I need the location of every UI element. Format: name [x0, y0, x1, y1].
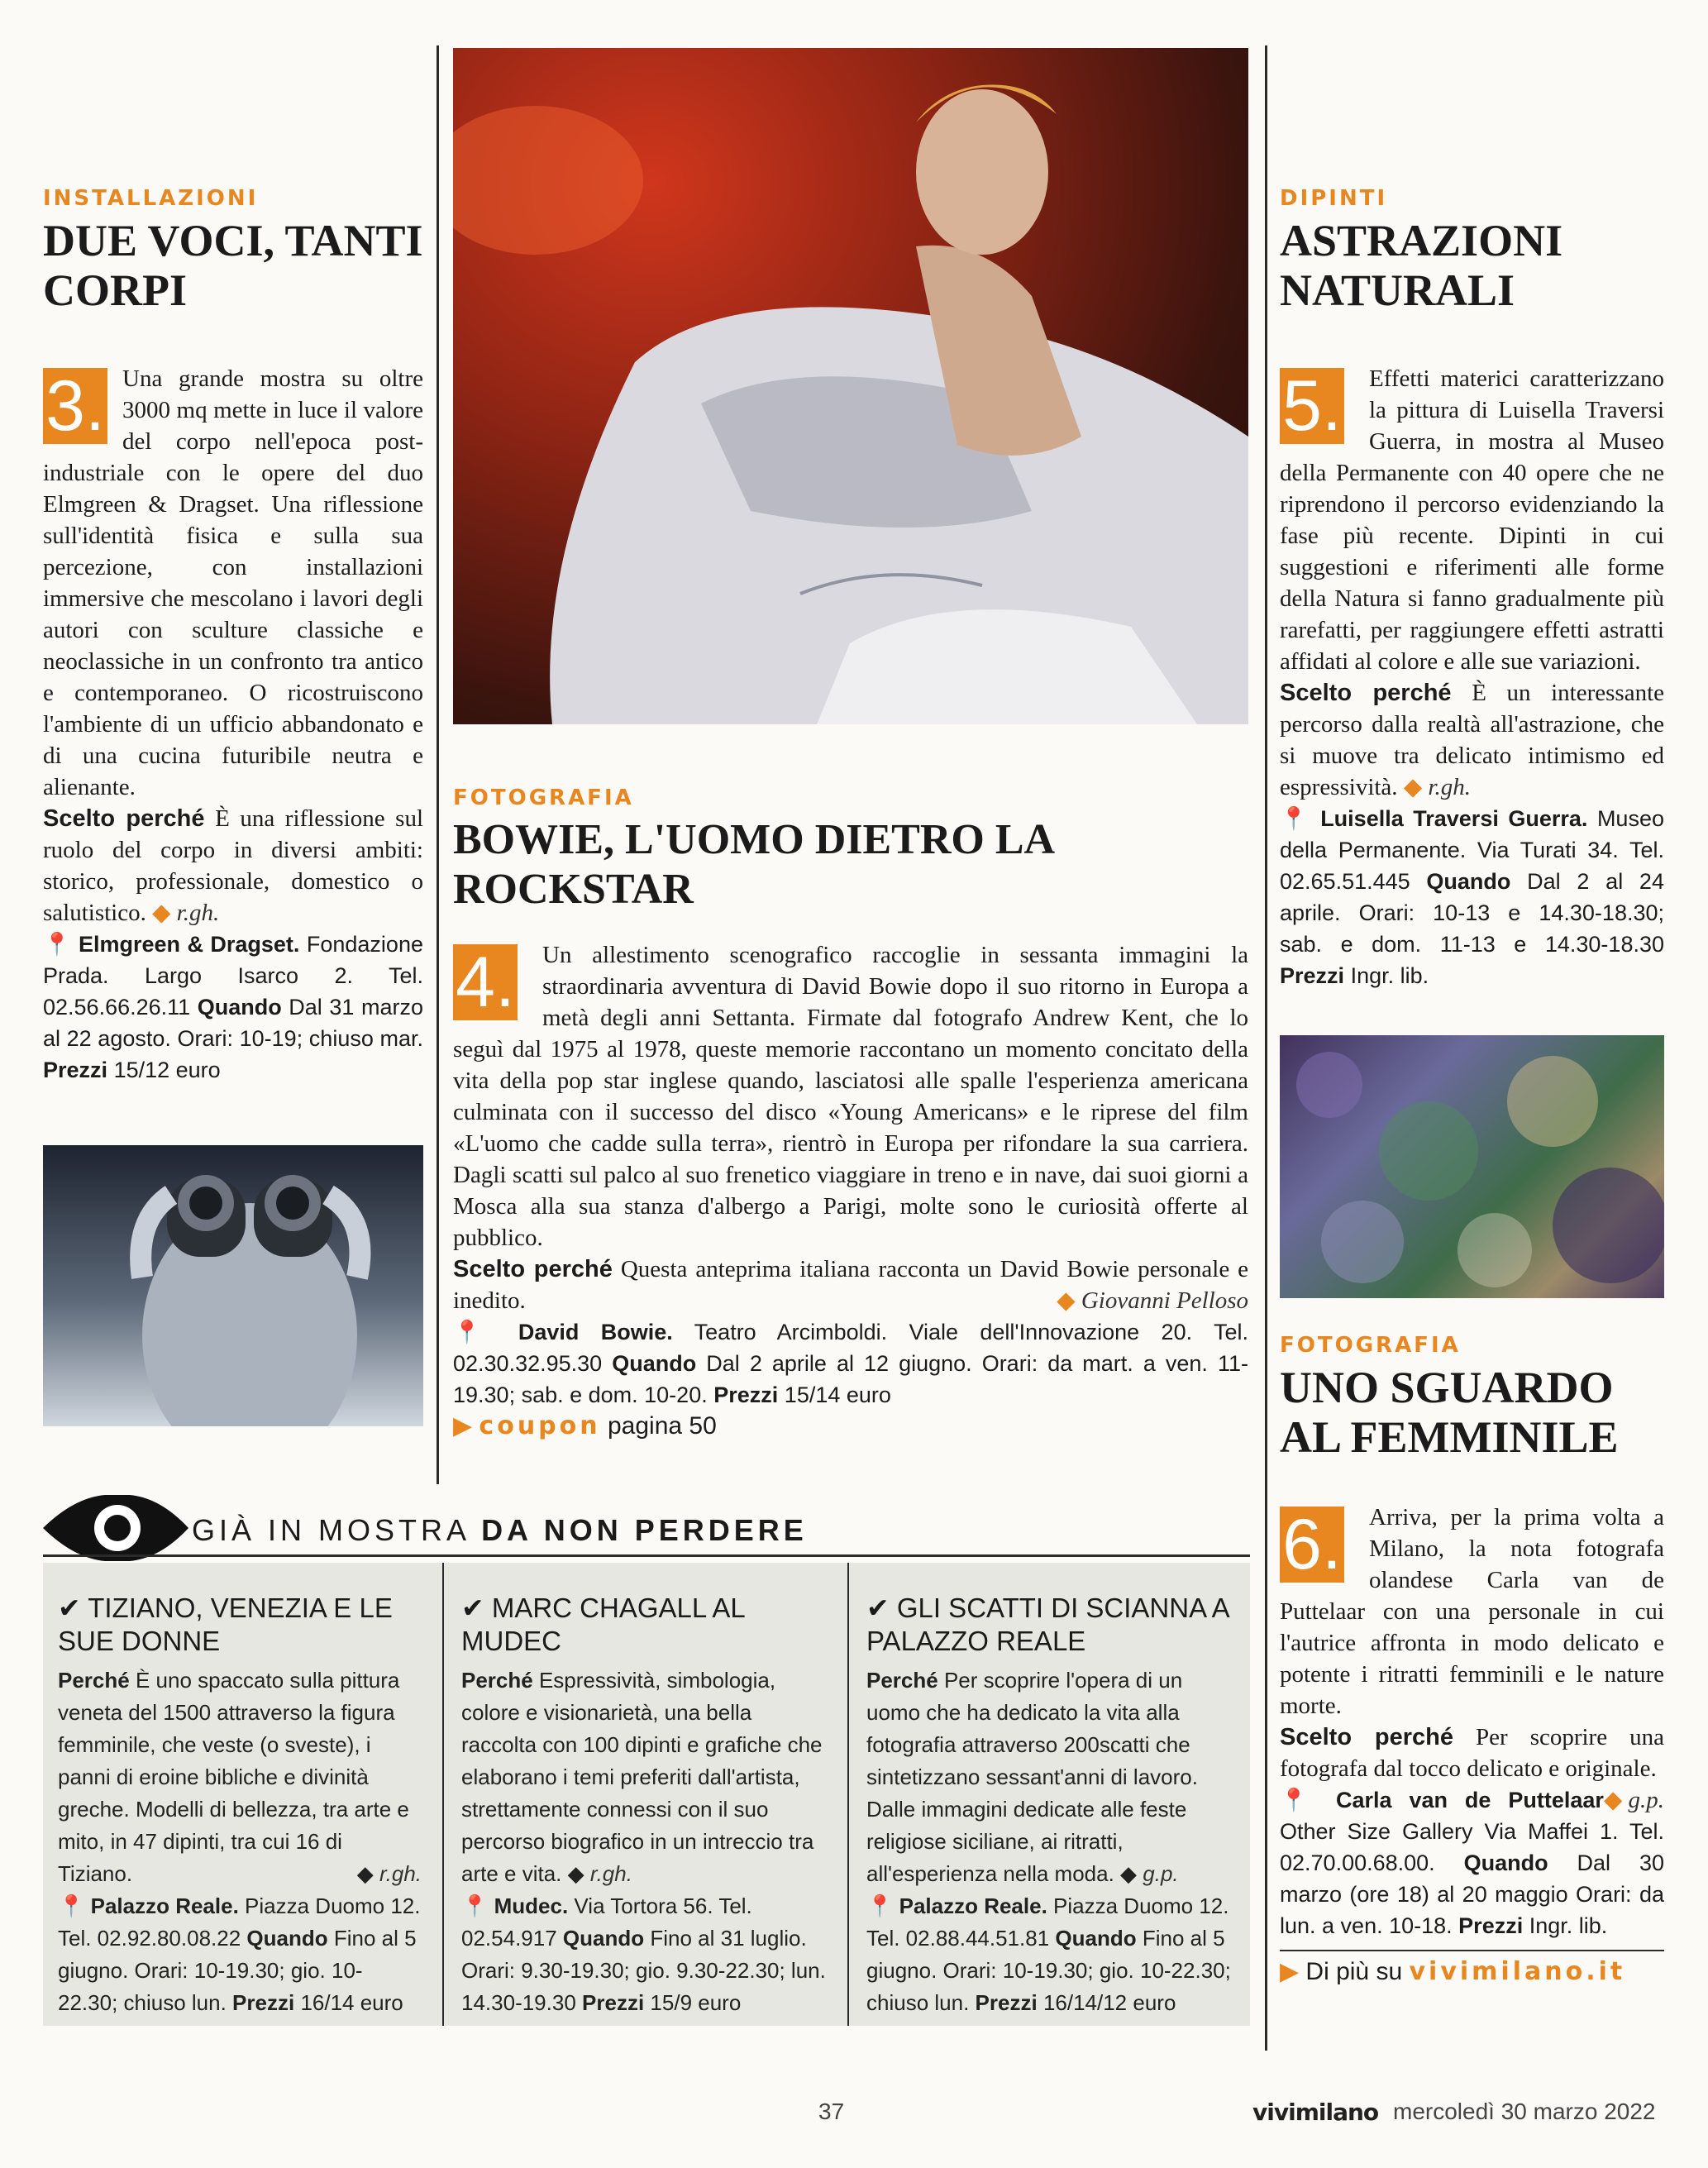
- coupon-link[interactable]: ▶ coupon pagina 50: [453, 1411, 717, 1440]
- signature: ◆ g.p.: [1603, 1787, 1664, 1813]
- abstract-painting: [1280, 1035, 1664, 1298]
- signature: ◆ r.gh.: [567, 1861, 632, 1886]
- article-number: 5.: [1280, 368, 1344, 444]
- article-title: BOWIE, L'UOMO DIETRO LA ROCKSTAR: [453, 816, 1053, 913]
- scelto-perche: Scelto perché È una riflessione sul ruolo del corpo in diversi ambiti: storico, professionale, domestico o salutistico. ◆ r.gh.: [43, 805, 424, 926]
- venue-info: 📍 Carla van de Puttelaar Other Size Gallery Via Maffei 1. Tel. 02.70.00.68.00. Quando Dal 30 marzo (ore 18) al 20 maggio Orari: da lun. a ven. 10-18. Prezzi Ingr. lib.: [1280, 1788, 1664, 1938]
- banner-rule: [43, 1554, 1250, 1557]
- article-body: 5. Effetti materici caratterizzano la pittura di Luisella Traversi Guerra, in mostra al Museo della Permanente con 40 opere che ne riprendono il percorso evidenziando la fase più recente. Dipinti in cui suggestioni e riferimenti alle forme della Natura si fanno gradualmente più rarefatti, per raggiungere effetti astratti affidati al colore e alle sue variazioni.: [1280, 365, 1664, 675]
- article-title: UNO SGUARDO AL FEMMINILE: [1280, 1363, 1619, 1462]
- signature: ◆ r.gh.: [356, 1861, 422, 1886]
- signature: ◆ g.p.: [1120, 1861, 1179, 1886]
- location-pin-icon: 📍: [461, 1893, 489, 1918]
- brand-logo: vivimilano: [1252, 2099, 1379, 2126]
- binoculars-photo: [43, 1145, 423, 1426]
- column-divider-right: [1265, 45, 1267, 2051]
- article-5: [1280, 186, 1664, 991]
- signature: ◆ r.gh.: [1403, 774, 1471, 800]
- banner-divider-2: [847, 1563, 849, 2026]
- painting-texture: [1280, 1035, 1664, 1298]
- location-pin-icon: 📍: [866, 1893, 894, 1918]
- eye-icon: [43, 1495, 117, 1561]
- check-icon: ✔: [866, 1593, 890, 1623]
- article-body: 6. Arriva, per la prima volta a Milano, la nota fotografa olandese Carla van de Puttelaar con una personale in cui l'autrice affronta in modo delicato e potente i ritratti femminili e le nature morte.: [1280, 1504, 1664, 1719]
- signature: ◆ r.gh.: [152, 900, 220, 926]
- banner-item-tiziano: ✔ TIZIANO, VENEZIA E LE SUE DONNE Perché È uno spaccato sulla pittura veneta del 1500 attraverso la figura femminile, che veste (o sveste), i panni di eroine bibliche e divinità greche. Modelli di bellezza, tra arte e mito, in 47 dipinti, tra cui 16 di Tiziano. ◆ r.gh. 📍 Palazzo Reale. Piazza Duomo 12. Tel. 02.92.80.08.22 Quando Fino al 5 giugno. Orari: 10-19.30; gio. 10-22.30; chiuso lun. Prezzi 16/14 euro: [58, 1592, 422, 2019]
- article-title: ASTRAZIONI NATURALI: [1280, 216, 1563, 315]
- venue-info: 📍 Elmgreen & Dragset. Fondazione Prada. Largo Isarco 2. Tel. 02.56.66.26.11 Quando Dal 31 marzo al 22 agosto. Orari: 10-19; chiuso mar. Prezzi 15/12 euro: [43, 932, 423, 1082]
- venue-info: 📍 Mudec. Via Tortora 56. Tel. 02.54.917 Quando Fino al 31 luglio. Orari: 9.30-19.30; gio. 9.30-22.30; lun. 14.30-19.30 Prezzi 15/9 euro: [461, 1893, 826, 2015]
- bowie-photo: [453, 48, 1248, 724]
- banner-item-title: GLI SCATTI DI SCIANNA A PALAZZO REALE: [866, 1593, 1229, 1656]
- article-6: [1280, 1333, 1664, 1988]
- category-label: FOTOGRAFIA: [453, 786, 634, 810]
- venue-info: 📍 Palazzo Reale. Piazza Duomo 12. Tel. 02.92.80.08.22 Quando Fino al 5 giugno. Orari: 10-19.30; gio. 10-22.30; chiuso lun. Prezzi 16/14 euro: [58, 1893, 421, 2015]
- issue-date: mercoledì 30 marzo 2022: [1393, 2099, 1656, 2124]
- article-3: [43, 186, 423, 1086]
- venue-info: 📍 Luisella Traversi Guerra. Museo della Permanente. Via Turati 34. Tel. 02.65.51.445 Quando Dal 2 al 24 aprile. Orari: 10-13 e 14.30-18.30; sab. e dom. 11-13 e 14.30-18.30 Prezzi Ingr. lib.: [1280, 806, 1664, 988]
- bowie-photo-art: [453, 48, 1248, 724]
- binoculars-figure: [43, 1145, 423, 1426]
- scelto-perche: Scelto perché Questa anteprima italiana racconta un David Bowie personale e inedito. ◆ Giovanni Pelloso: [453, 1254, 1248, 1316]
- article-number: 6.: [1280, 1507, 1344, 1583]
- article-number: 3.: [43, 368, 107, 444]
- banner-item-title: TIZIANO, VENEZIA E LE SUE DONNE: [58, 1593, 393, 1656]
- arrow-right-icon: ▶: [453, 1412, 473, 1440]
- location-pin-icon: 📍: [58, 1893, 85, 1918]
- check-icon: ✔: [461, 1593, 484, 1623]
- banner-item-chagall: ✔ MARC CHAGALL AL MUDEC Perché Espressività, simbologia, colore e visionarietà, una bella raccolta con 100 dipinti e grafiche che elaborano i temi preferiti dall'artista, strettamente connessi con il suo percorso biografico in un intreccio tra arte e vita. ◆ r.gh. 📍 Mudec. Via Tortora 56. Tel. 02.54.917 Quando Fino al 31 luglio. Orari: 9.30-19.30; gio. 9.30-22.30; lun. 14.30-19.30 Prezzi 15/9 euro: [461, 1592, 829, 2019]
- venue-info: 📍 Palazzo Reale. Piazza Duomo 12. Tel. 02.88.44.51.81 Quando Fino al 5 giugno. Orari: 10-19.30; gio. 10-22.30; chiuso lun. Prezzi 16/14/12 euro: [866, 1893, 1231, 2015]
- location-pin-icon: 📍: [1280, 1788, 1319, 1812]
- scelto-perche: Scelto perché Per scoprire una fotografa dal tocco delicato e originale. ◆ g.p.: [1280, 1722, 1664, 1784]
- signature: ◆ Giovanni Pelloso: [1057, 1287, 1248, 1314]
- scelto-perche: Scelto perché È un interessante percorso dalla realtà all'astrazione, che si muove tra delicato intimismo ed espressività. ◆ r.gh.: [1280, 680, 1665, 800]
- location-pin-icon: 📍: [1280, 806, 1311, 831]
- venue-info: 📍 David Bowie. Teatro Arcimboldi. Viale dell'Innovazione 20. Tel. 02.30.32.95.30 Quando Dal 2 aprile al 12 giugno. Orari: da mart. a ven. 11-19.30; sab. e dom. 10-20. Prezzi 15/14 euro: [453, 1320, 1248, 1407]
- article-body: 3. Una grande mostra su oltre 3000 mq mette in luce il valore del corpo nell'epoca post-industriale con le opere del duo Elmgreen & Dragset. Una riflessione sull'identità fisica e sulla sua percezione, con installazioni immersive che mescolano i lavori degli autori con sculture classiche e neoclassiche in un confronto tra antico e contemporaneo. O ricostruiscono l'ambiente di un ufficio abbandonato e di una cucina futuribile neutra e alienante.: [43, 365, 423, 800]
- banner-item-scianna: ✔ GLI SCATTI DI SCIANNA A PALAZZO REALE Perché Per scoprire l'opera di un uomo che ha dedicato la vita alla fotografia attraverso 200scatti che sintetizzano sessant'anni di lavoro. Dalle immagini dedicate alle feste religiose siciliane, ai ritratti, all'esperienza nella moda. ◆ g.p. 📍 Palazzo Reale. Piazza Duomo 12. Tel. 02.88.44.51.81 Quando Fino al 5 giugno. Orari: 10-19.30; gio. 10-22.30; chiuso lun. Prezzi 16/14/12 euro: [866, 1592, 1237, 2019]
- location-pin-icon: 📍: [453, 1320, 497, 1344]
- arrow-right-icon: ▶: [1280, 1958, 1300, 1985]
- banner-divider-1: [442, 1563, 444, 2026]
- check-icon: ✔: [58, 1593, 81, 1623]
- article-title: DUE VOCI, TANTI CORPI: [43, 216, 423, 315]
- more-link[interactable]: ▶ Di più su vivimilano.it: [1280, 1950, 1664, 1988]
- article-body: 4. Un allestimento scenografico raccoglie in sessanta immagini la straordinaria avventura di David Bowie dopo il suo ritorno in Europa a metà degli anni Settanta. Firmate dal fotografo Andrew Kent, che lo seguì dal 1975 al 1978, queste memorie raccontano un momento concitato della vita della pop star inglese quando, lasciatosi alle spalle l'esperienza americana culminata con il successo del disco «Young Americans» e le riprese del film «L'uomo che cadde sulla terra», rientrò in Europa per rifondare la sua carriera. Dagli scatti sul palco al suo frenetico viaggiare in treno e in nave, dai suoi giorni a Mosca alla sua stanza d'albergo a Parigi, molte sono le curiosità offerte al pubblico.: [453, 942, 1248, 1251]
- banner-title: GIÀ IN MOSTRA DA NON PERDERE: [192, 1513, 808, 1547]
- category-label: DIPINTI: [1280, 186, 1388, 211]
- column-divider-left: [437, 45, 439, 1484]
- location-pin-icon: 📍: [43, 932, 72, 957]
- article-number: 4.: [453, 944, 518, 1020]
- page-number: 37: [818, 2099, 845, 2124]
- category-label: FOTOGRAFIA: [1280, 1333, 1461, 1358]
- category-label: INSTALLAZIONI: [43, 186, 259, 211]
- banner-item-title: MARC CHAGALL AL MUDEC: [461, 1593, 745, 1656]
- article-4: [453, 786, 1248, 1442]
